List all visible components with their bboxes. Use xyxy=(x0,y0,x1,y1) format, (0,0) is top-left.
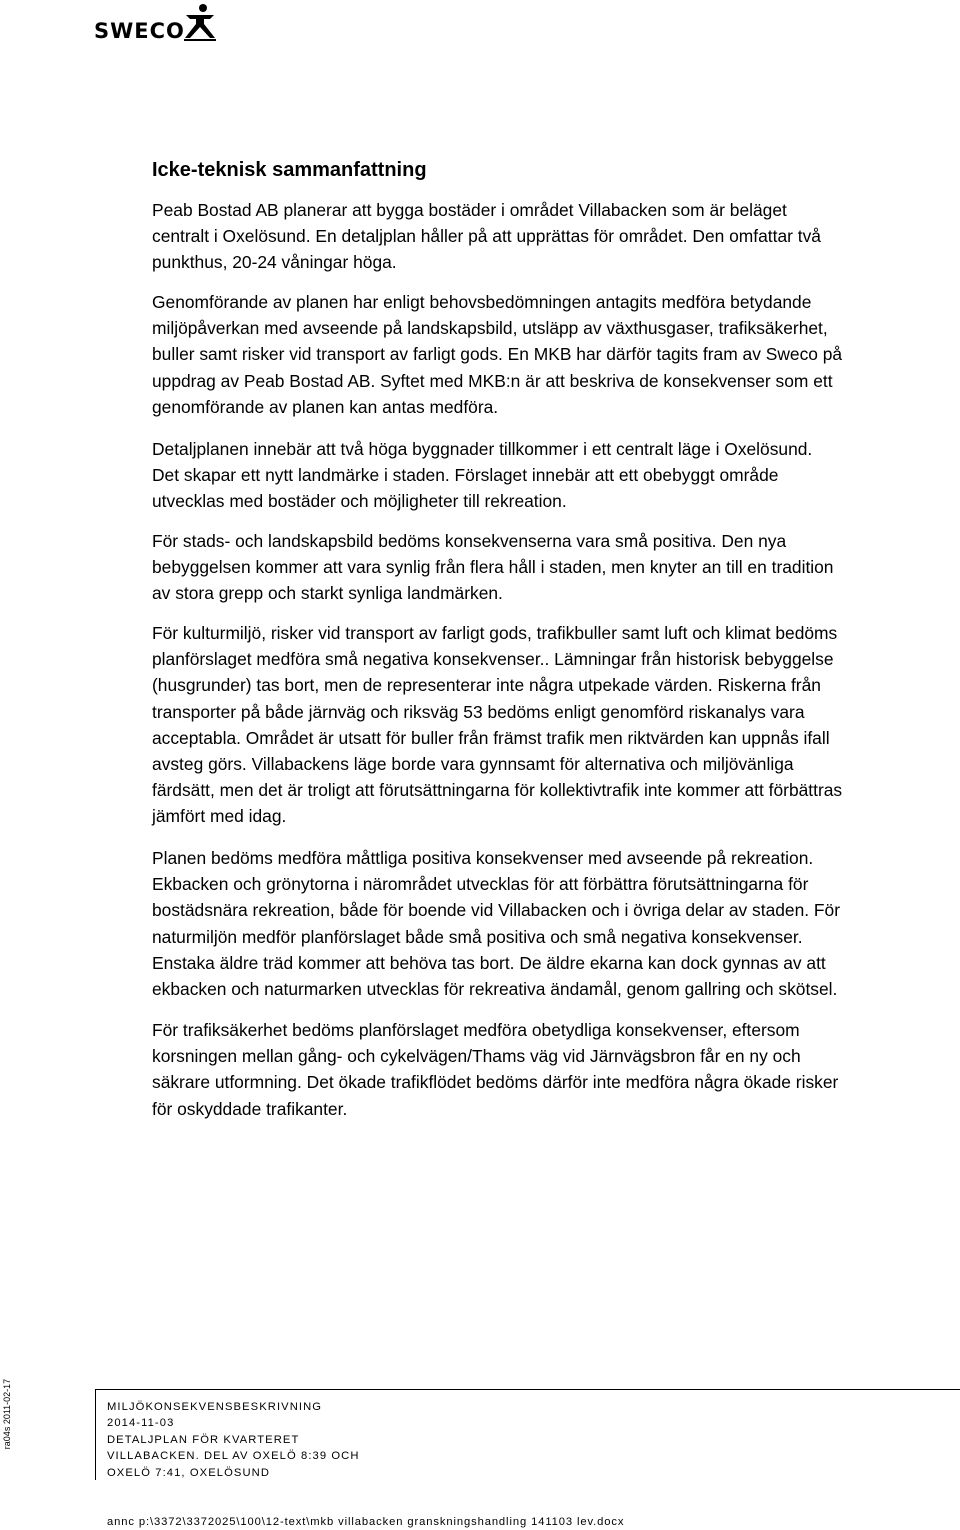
text-line: För trafiksäkerhet bedöms planförslaget medföra obetydliga konsekvenser, eftersom xyxy=(152,1020,800,1040)
document-code xyxy=(0,1378,15,1450)
footer-project-line: DETALJPLAN FÖR KVARTERET xyxy=(107,1433,300,1446)
footer-doc-type: MILJÖKONSEKVENSBESKRIVNING xyxy=(107,1401,323,1413)
sweco-figure-icon xyxy=(182,2,218,42)
text-line: Planen bedöms medföra måttliga positiva konsekvenser med avseende på rekreation. xyxy=(152,848,814,868)
text-line: Ekbacken och grönytorna i närområdet utvecklas för att förbättra förutsättningarna för xyxy=(152,874,809,895)
footer-date: 2014-11-03 xyxy=(107,1417,175,1430)
text-line: korsningen mellan gång- och cykelvägen/Thams väg vid Järnvägsbron får en ny och xyxy=(152,1046,801,1067)
paragraph-rekreation xyxy=(152,845,840,1002)
text-line: uppdrag av Peab Bostad AB. Syftet med MKB:n är att beskriva de konsekvenser som ett xyxy=(152,370,833,391)
text-line: punkthus, 20-24 våningar höga. xyxy=(152,252,397,273)
text-line: För kulturmiljö, risker vid transport av farligt gods, trafikbuller samt luft och klimat bedöms xyxy=(152,623,838,643)
text-line: bebyggelsen kommer att vara synlig från flera håll i staden, men knyter an till en tradition xyxy=(152,557,834,578)
text-line: miljöpåverkan med avseende på landskapsbild, utsläpp av växthusgaser, trafiksäkerhet, xyxy=(152,318,828,339)
text-line: Enstaka äldre träd kommer att behöva tas bort. De äldre ekarna kan dock gynnas av att xyxy=(152,952,826,973)
paragraph-stadsbild xyxy=(152,528,833,607)
footer-metadata xyxy=(107,1399,360,1481)
text-line: genomförande av planen kan antas medföra. xyxy=(152,396,499,417)
sweco-logo xyxy=(94,2,219,42)
text-line: Det skapar ett nytt landmärke i staden. Förslaget innebär att ett obebyggt område xyxy=(152,465,779,486)
footer-vertical-divider xyxy=(95,1390,96,1480)
page-title: Icke-teknisk sammanfattning xyxy=(152,159,427,181)
text-line: jämfört med idag. xyxy=(152,806,287,827)
footer-file-path: annc p:\3372\3372025\100\12-text\mkb villabacken granskningshandling 141103 lev.docx xyxy=(107,1516,625,1528)
text-line: ekbacken och naturmarken utvecklas för rekreativa ändamål, genom gallring och skötsel. xyxy=(152,979,838,1000)
text-line: naturmiljön medför planförslaget både små positiva och små negativa konsekvenser. xyxy=(152,926,803,947)
text-line: (husgrunder) tas bort, men de representerar inte några utpekade värden. Riskerna från xyxy=(152,675,821,696)
paragraph-kulturmiljo xyxy=(152,620,842,830)
paragraph-trafiksakerhet xyxy=(152,1017,838,1122)
text-line: Peab Bostad AB planerar att bygga bostäder i området Villabacken som är beläget xyxy=(152,200,787,220)
text-line: Detaljplanen innebär att två höga byggnader tillkommer i ett centralt läge i Oxelösund. xyxy=(152,439,813,459)
footer-divider xyxy=(95,1389,960,1390)
logo-text: SWECO xyxy=(94,19,185,43)
text-line: För stads- och landskapsbild bedöms konsekvenserna vara små positiva. Den nya xyxy=(152,531,787,551)
text-line: säkrare utformning. Det ökade trafikflödet bedöms därför inte medföra några ökade risker xyxy=(152,1072,839,1093)
text-line: buller samt risker vid transport av farligt gods. En MKB har därför tagits fram av Sweco på xyxy=(152,344,843,365)
footer-project-line: VILLABACKEN. DEL AV OXELÖ 8:39 OCH xyxy=(107,1450,360,1463)
text-line: färdsätt, men det är troligt att förutsättningarna för kollektivtrafik inte kommer att förbättras xyxy=(152,780,843,801)
text-line: avsteg görs. Villabackens läge borde vara gynnsamt för alternativa och miljövänliga xyxy=(152,754,794,775)
text-line: planförslaget medföra små negativa konsekvenser.. Lämningar från historisk bebyggelse xyxy=(152,649,834,670)
text-line: av stora grepp och starkt synliga landmärken. xyxy=(152,583,503,604)
text-line: för oskyddade trafikanter. xyxy=(152,1098,348,1119)
text-line: Genomförande av planen har enligt behovsbedömningen antagits medföra betydande xyxy=(152,292,812,312)
text-line: acceptabla. Området är utsatt för buller från främst trafik men riktvärden kan uppnås ifall xyxy=(152,727,830,748)
paragraph-intro xyxy=(152,197,821,276)
footer-project-line: OXELÖ 7:41, OXELÖSUND xyxy=(107,1466,270,1479)
text-line: transporter på både järnväg och riksväg 53 bedöms enligt genomförd riskanalys vara xyxy=(152,701,805,722)
text-line: bostädsnära rekreation, både för boende vid Villabacken och i övriga delar av staden. För xyxy=(152,900,840,921)
document-code-text: ra04s 2011-02-17 xyxy=(2,1378,12,1450)
text-line: centralt i Oxelösund. En detaljplan håller på att upprättas för området. Den omfattar två xyxy=(152,226,821,247)
text-line: utvecklas med bostäder och möjligheter till rekreation. xyxy=(152,491,567,512)
paragraph-detaljplan xyxy=(152,436,812,515)
paragraph-mkb xyxy=(152,289,842,420)
